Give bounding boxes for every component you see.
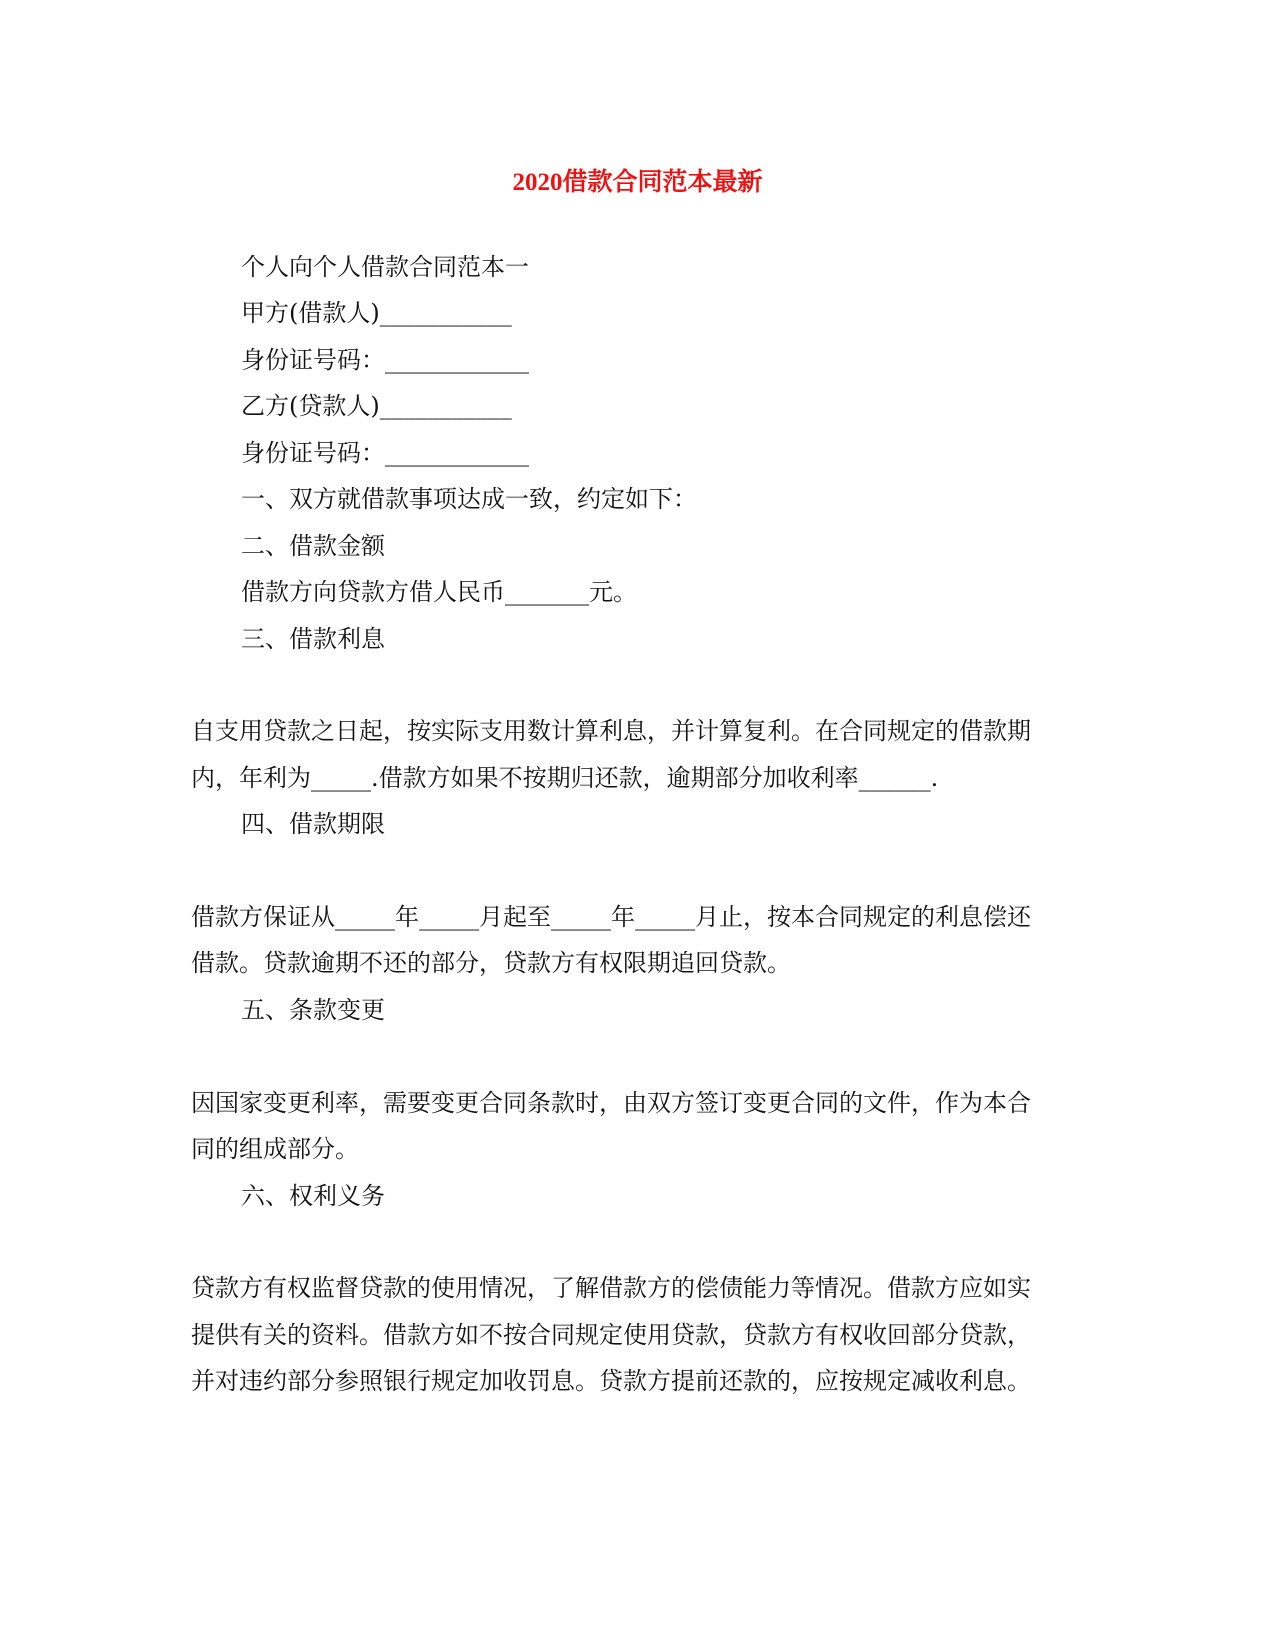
party-b-line: 乙方(贷款人)___________ — [241, 392, 512, 420]
clause-4-text-line-2: 借款。贷款逾期不还的部分，贷款方有权限期追回贷款。 — [191, 949, 791, 977]
clause-6-text-line-1: 贷款方有权监督贷款的使用情况，了解借款方的偿债能力等情况。借款方应如实 — [191, 1274, 1031, 1302]
clause-3-text-line-1: 自支用贷款之日起，按实际支用数计算利息，并计算复利。在合同规定的借款期 — [191, 717, 1031, 745]
party-b-id-line: 身份证号码：____________ — [241, 439, 529, 467]
clause-6-text-line-2: 提供有关的资料。借款方如不按合同规定使用贷款，贷款方有权收回部分贷款， — [191, 1321, 1031, 1349]
clause-6-text-line-3: 并对违约部分参照银行规定加收罚息。贷款方提前还款的，应按规定减收利息。 — [191, 1367, 1031, 1395]
party-a-line: 甲方(借款人)___________ — [241, 299, 512, 327]
clause-5-text-line-2: 同的组成部分。 — [191, 1135, 359, 1163]
clause-3-heading: 三、借款利息 — [241, 625, 385, 653]
clause-5-text-line-1: 因国家变更利率，需要变更合同条款时，由双方签订变更合同的文件，作为本合 — [191, 1089, 1031, 1117]
party-a-id-line: 身份证号码：____________ — [241, 346, 529, 374]
clause-2-text: 借款方向贷款方借人民币_______元。 — [241, 578, 637, 606]
clause-1-heading: 一、双方就借款事项达成一致，约定如下： — [241, 485, 697, 513]
clause-5-heading: 五、条款变更 — [241, 996, 385, 1024]
clause-3-text-line-2: 内，年利为_____.借款方如果不按期归还款，逾期部分加收利率______. — [191, 764, 939, 792]
clause-4-text-line-1: 借款方保证从_____年_____月起至_____年_____月止，按本合同规定的利息偿还 — [191, 903, 1031, 931]
clause-2-heading: 二、借款金额 — [241, 532, 385, 560]
document-title: 2020借款合同范本最新 — [512, 169, 763, 196]
contract-subtitle: 个人向个人借款合同范本一 — [241, 253, 529, 281]
clause-4-heading: 四、借款期限 — [241, 810, 385, 838]
clause-6-heading: 六、权利义务 — [241, 1182, 385, 1210]
